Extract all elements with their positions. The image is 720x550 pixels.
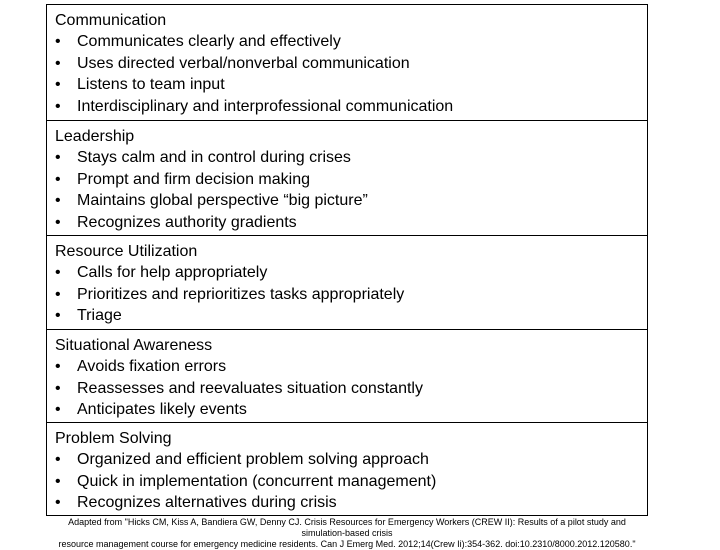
bullet-icon: • — [55, 213, 61, 231]
item-text: Communicates clearly and effectively — [77, 33, 341, 50]
list-item — [55, 53, 647, 75]
list-item — [55, 492, 647, 514]
list-item — [55, 284, 647, 306]
list-item — [55, 356, 647, 378]
list-item — [55, 190, 647, 212]
bullet-icon: • — [55, 307, 61, 324]
item-text: Recognizes alternatives during crisis — [77, 494, 337, 511]
bullet-icon: • — [55, 97, 61, 115]
section-title: Communication — [55, 12, 167, 29]
list-item — [55, 74, 647, 96]
list-item — [55, 262, 647, 284]
item-text: Uses directed verbal/nonverbal communication — [77, 54, 410, 72]
bullet-icon: • — [55, 264, 61, 281]
list-item — [55, 147, 647, 169]
section-situational-awareness — [47, 329, 647, 422]
item-text: Reassesses and reevaluates situation constantly — [77, 379, 423, 397]
item-text: Maintains global perspective “big picture” — [77, 192, 368, 209]
crm-skills-table — [46, 4, 648, 516]
bullet-icon: • — [55, 192, 61, 209]
item-text: Stays calm and in control during crises — [77, 149, 351, 166]
item-text: Avoids fixation errors — [77, 358, 227, 375]
item-text: Recognizes authority gradients — [77, 213, 297, 231]
bullet-icon: • — [55, 379, 61, 397]
bullet-icon: • — [55, 401, 61, 418]
item-text: Prompt and firm decision making — [77, 170, 310, 188]
item-text: Anticipates likely events — [77, 401, 247, 418]
list-item — [55, 449, 647, 471]
item-text: Listens to team input — [77, 76, 225, 93]
list-item — [55, 96, 647, 118]
citation — [46, 517, 648, 550]
bullet-icon: • — [55, 149, 61, 166]
list-item — [55, 169, 647, 191]
section-leadership — [47, 120, 647, 235]
citation-line: Adapted from "Hicks CM, Kiss A, Bandiera GW, Denny CJ. Crisis Resources for Emergency Workers (CREW II): Results of a pilot study and simulation-based crisis — [68, 517, 626, 538]
bullet-icon: • — [55, 451, 61, 468]
bullet-icon: • — [55, 472, 61, 490]
bullet-icon: • — [55, 33, 61, 50]
section-problem-solving — [47, 422, 647, 515]
item-text: Calls for help appropriately — [77, 264, 268, 281]
list-item — [55, 212, 647, 234]
bullet-icon: • — [55, 358, 61, 375]
item-text: Interdisciplinary and interprofessional communication — [77, 97, 454, 115]
bullet-icon: • — [55, 494, 61, 511]
citation-line: resource management course for emergency medicine residents. Can J Emerg Med. 2012;14(Crew Ii):354-362. doi:10.2310/8000.2012.120580." — [58, 539, 636, 549]
list-item — [55, 305, 647, 327]
list-item — [55, 471, 647, 493]
list-item — [55, 31, 647, 53]
item-text: Prioritizes and reprioritizes tasks appropriately — [77, 285, 405, 303]
section-title: Leadership — [55, 128, 135, 145]
bullet-icon: • — [55, 170, 61, 188]
item-text: Organized and efficient problem solving approach — [77, 451, 429, 468]
list-item — [55, 399, 647, 421]
item-text: Quick in implementation (concurrent management) — [77, 472, 437, 490]
section-resource-utilization — [47, 235, 647, 329]
list-item — [55, 378, 647, 400]
bullet-icon: • — [55, 54, 61, 72]
section-title: Situational Awareness — [55, 337, 213, 354]
item-text: Triage — [77, 307, 122, 324]
section-title: Resource Utilization — [55, 243, 198, 260]
section-communication — [47, 5, 647, 120]
section-title: Problem Solving — [55, 430, 172, 447]
bullet-icon: • — [55, 285, 61, 303]
bullet-icon: • — [55, 76, 61, 93]
